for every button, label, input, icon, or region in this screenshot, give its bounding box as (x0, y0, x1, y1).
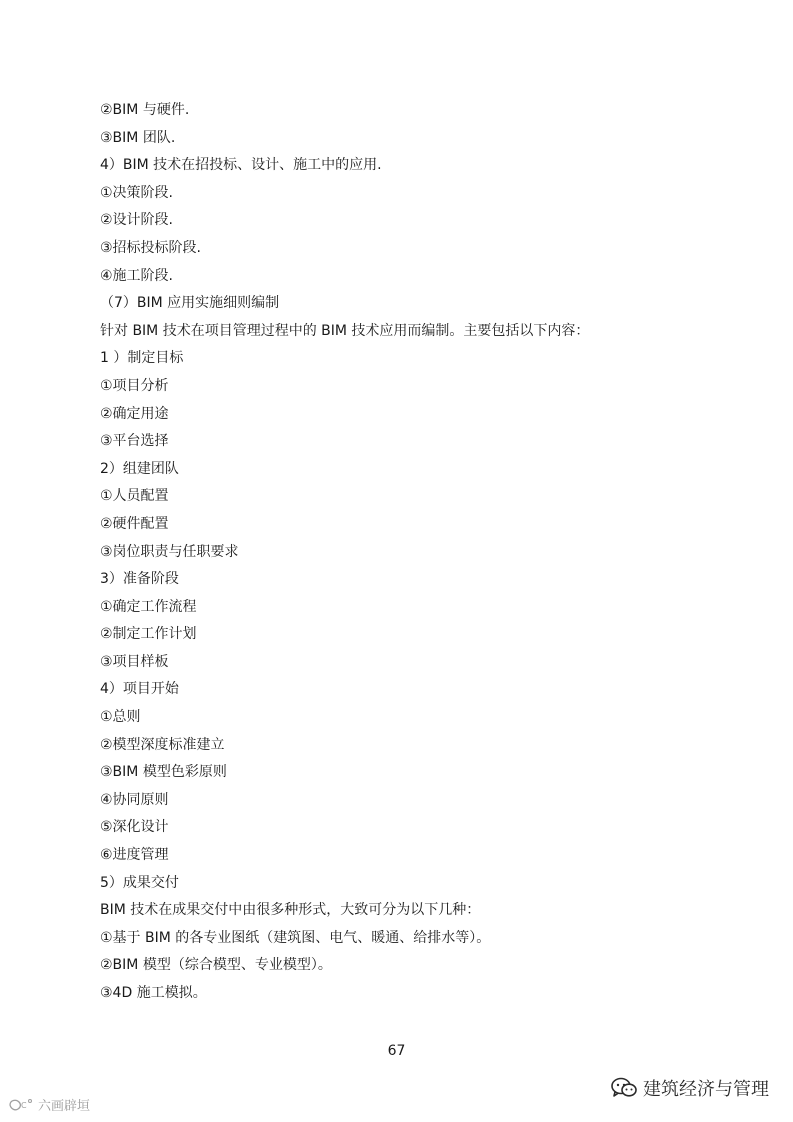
text-line: ④施工阶段. (100, 267, 174, 284)
text-line: ③平台选择 (100, 433, 169, 450)
corner-watermark (8, 1095, 90, 1114)
text-line: ②BIM 模型（综合模型、专业模型）。 (100, 957, 332, 974)
text-line: ③岗位职责与任职要求 (100, 543, 239, 560)
document-body (100, 97, 700, 1008)
text-line: ②硬件配置 (100, 515, 169, 532)
text-line: ③项目样板 (100, 653, 169, 670)
text-line: ③4D 施工模拟。 (100, 985, 207, 1001)
text-line: 4）项目开始 (100, 681, 179, 698)
text-line: ③BIM 模型色彩原则 (100, 764, 227, 781)
text-line: ②设计阶段. (100, 212, 174, 229)
source-name: 建筑经济与管理 (643, 1079, 769, 1100)
text-line: 1 ）制定目标 (100, 350, 184, 367)
text-line: ⑥进度管理 (100, 847, 169, 864)
text-line: ①总则 (100, 709, 141, 726)
text-line: 4）BIM 技术在招投标、设计、施工中的应用. (100, 157, 382, 174)
text-line: ①项目分析 (100, 377, 169, 394)
corner-watermark-label: 六画辟垣 (38, 1099, 91, 1114)
text-line: ③招标投标阶段. (100, 239, 202, 256)
source-watermark (611, 1075, 769, 1101)
section-heading: （7）BIM 应用实施细则编制 (100, 295, 280, 312)
svg-text:C: C (21, 1100, 27, 1110)
text-line: 5）成果交付 (100, 874, 179, 891)
text-line: ③BIM 团队. (100, 129, 176, 146)
page-number: 67 (387, 1043, 406, 1059)
wechat-icon (611, 1077, 637, 1099)
text-line: ②BIM 与硬件. (100, 102, 190, 118)
text-line: 针对 BIM 技术在项目管理过程中的 BIM 技术应用而编制。主要包括以下内容： (100, 322, 590, 339)
text-line: ②确定用途 (100, 405, 169, 422)
text-line: ①人员配置 (100, 488, 169, 505)
text-line: ②制定工作计划 (100, 626, 197, 643)
text-line: ②模型深度标准建立 (100, 736, 225, 753)
text-line: ①基于 BIM 的各专业图纸（建筑图、电气、暖通、给排水等）。 (100, 929, 491, 946)
text-line: BIM 技术在成果交付中由很多种形式，大致可分为以下几种： (100, 902, 481, 919)
text-line: ①决策阶段. (100, 184, 174, 201)
text-line: ①确定工作流程 (100, 598, 197, 615)
text-line: ⑤深化设计 (100, 819, 169, 836)
text-line: 3）准备阶段 (100, 571, 179, 588)
tag-icon (8, 1097, 34, 1113)
text-line: 2）组建团队 (100, 460, 179, 477)
text-line: ④协同原则 (100, 791, 169, 808)
